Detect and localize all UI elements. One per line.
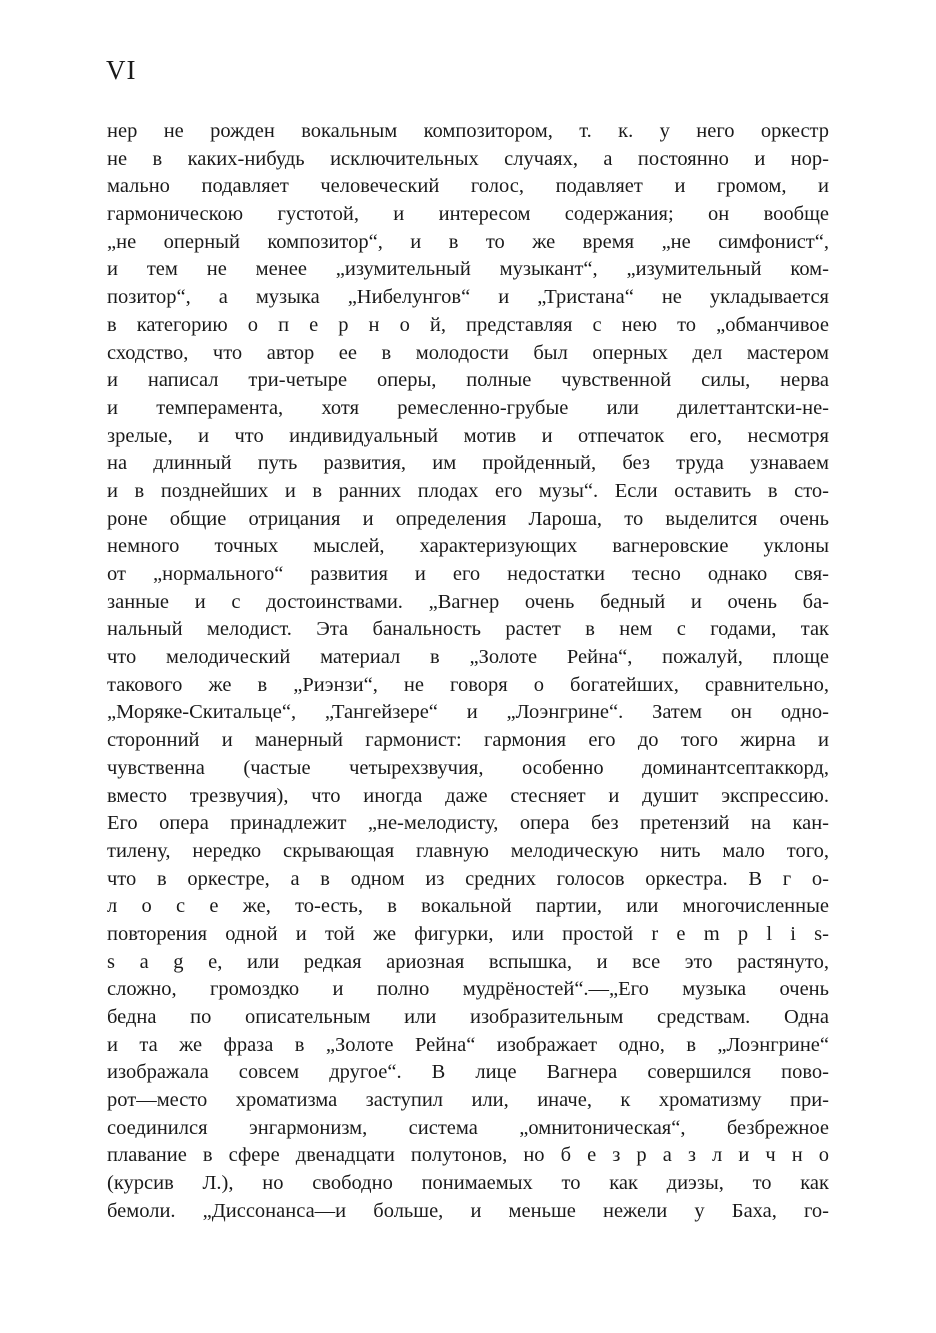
text-line: плавание в сфере двенадцати полутонов, но б е з р а з л и ч н о	[107, 1144, 829, 1167]
text-line: вместо трезвучия), что иногда даже стесняет и душит экспрессию.	[107, 784, 829, 807]
text-line: и тем не менее „изумительный музыкант“, „изумительный ком-	[107, 258, 829, 281]
text-line: сторонний и манерный гармонист: гармония его до того жирна и	[107, 729, 829, 752]
text-line: занные и с достоинствами. „Вагнер очень бедный и очень ба-	[107, 590, 829, 613]
text-line: мально подавляет человеческий голос, подавляет и громом, и	[107, 175, 829, 198]
text-line: Его опера принадлежит „не-мелодисту, опера без претензий на кан-	[107, 812, 829, 835]
text-line: сходство, что автор ее в молодости был оперных дел мастером	[107, 341, 829, 364]
text-line: такового же в „Риэнзи“, не говоря о богатейших, сравнительно,	[107, 673, 829, 696]
text-line: не в каких-нибудь исключительных случаях, а постоянно и нор-	[107, 147, 829, 170]
text-line: что мелодический материал в „Золоте Рейна“, пожалуй, площе	[107, 646, 829, 669]
text-line: л о с е же, то-есть, в вокальной партии, или многочисленные	[107, 895, 829, 918]
text-line: повторения одной и той же фигурки, или простой r e m p l i s-	[107, 922, 829, 945]
text-line: зрелые, и что индивидуальный мотив и отпечаток его, несмотря	[107, 424, 829, 447]
text-line: и в позднейших и в ранних плодах его музы“. Если оставить в сто-	[107, 479, 829, 502]
text-line: тилену, нередко скрывающая главную мелодическую нить мало того,	[107, 839, 829, 862]
text-line: роне общие отрицания и определения Лароша, то выделится очень	[107, 507, 829, 530]
text-line: соединился энгармонизм, система „омнитоническая“, безбрежное	[107, 1116, 829, 1139]
text-line: чувственна (частые четырехзвучия, особенно доминантсептаккорд,	[107, 756, 829, 779]
text-line: в категорию о п е р н о й, представляя с нею то „обманчивое	[107, 313, 829, 336]
text-line: „не оперный композитор“, и в то же время „не симфонист“,	[107, 230, 829, 253]
text-line: s a g e, или редкая ариозная вспышка, и все это растянуто,	[107, 950, 829, 973]
text-line: бемоли. „Диссонанса—и больше, и меньше нежели у Баха, го-	[107, 1199, 829, 1222]
body-text	[107, 118, 829, 1226]
text-line: нер не рожден вокальным композитором, т. к. у него оркестр	[107, 120, 829, 142]
text-line: и темперамента, хотя ремесленно-грубые или дилеттантски-не-	[107, 396, 829, 419]
text-line: от „нормального“ развития и его недостатки тесно однако свя-	[107, 563, 829, 585]
text-line: нальный мелодист. Эта банальность растет в нем с годами, так	[107, 618, 829, 641]
text-line: что в оркестре, а в одном из средних голосов оркестра. В г о-	[107, 867, 829, 890]
text-line: сложно, громоздко и полно мудрёностей“.—„Его музыка очень	[107, 978, 829, 1001]
text-line: немного точных мыслей, характеризующих вагнеровские уклоны	[107, 535, 829, 558]
text-line: „Моряке-Скитальце“, „Тангейзере“ и „Лоэнгрине“. Затем он одно-	[107, 701, 829, 724]
text-line: позитор“, а музыка „Нибелунгов“ и „Тристана“ не укладывается	[107, 286, 829, 309]
text-line: на длинный путь развития, им пройденный, без труда узнаваем	[107, 452, 829, 475]
text-line: гармоническою густотой, и интересом содержания; он вообще	[107, 203, 829, 226]
text-line: рот—место хроматизма заступил или, иначе, к хроматизму при-	[107, 1089, 829, 1112]
page-number: VI	[106, 55, 137, 85]
text-line: и та же фраза в „Золоте Рейна“ изображает одно, в „Лоэнгрине“	[107, 1033, 829, 1056]
text-line: бедна по описательным или изобразительным средствам. Одна	[107, 1006, 829, 1028]
text-line: изображала совсем другое“. В лице Вагнера совершился пово-	[107, 1061, 829, 1084]
text-line: (курсив Л.), но свободно понимаемых то как диэзы, то как	[107, 1172, 829, 1195]
text-line: и написал три-четыре оперы, полные чувственной силы, нерва	[107, 369, 829, 392]
